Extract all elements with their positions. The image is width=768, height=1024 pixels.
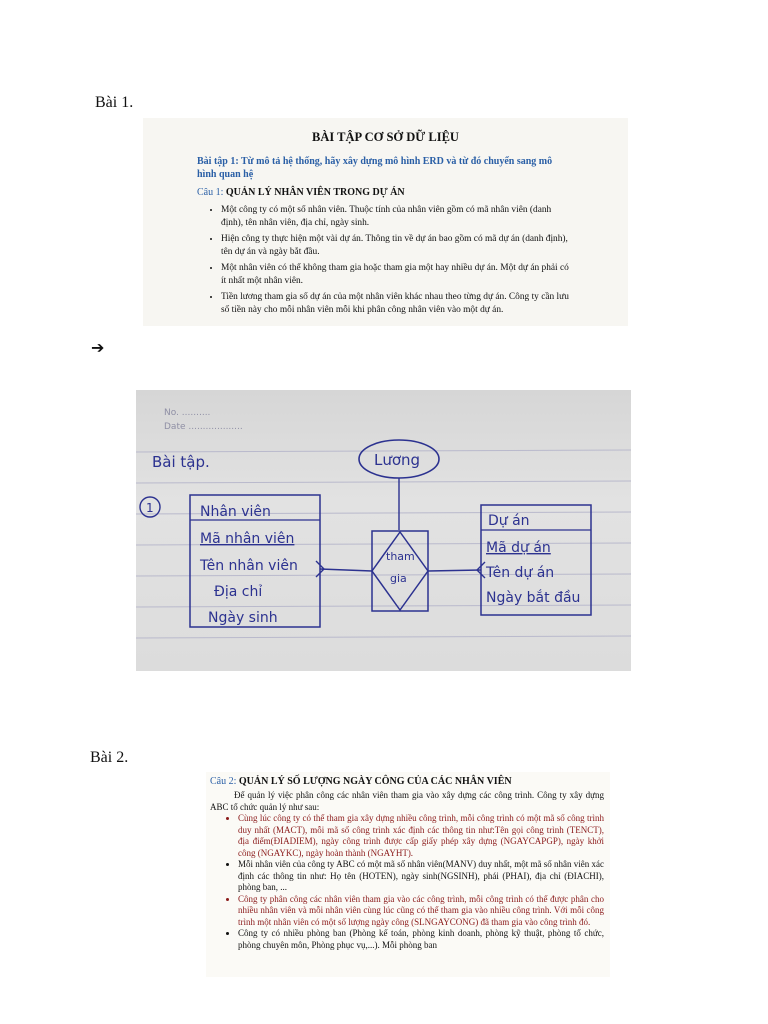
attr-ngay-sinh: Ngày sinh: [208, 610, 278, 626]
list-item: • Mỗi nhân viên của công ty ABC có một mã số nhân viên(MANV) duy nhất, một mã số nhân viên xác định các thông tin như: Họ tên (HOTEN), ngày sinh(NGSINH), phái (PHAI), địa chỉ (ĐIACHI), phòng ban, ...: [238, 859, 604, 894]
bai-2-heading: Bài 2.: [90, 749, 129, 766]
scan2-intro: Để quản lý việc phân công các nhân viên tham gia vào xây dựng các công trình. Công ty xây dựng ABC tổ chức quản lý như sau:: [210, 790, 604, 812]
notebook-no-label: No. ..........: [164, 408, 211, 418]
attr-ten-nhan-vien: Tên nhân viên: [200, 558, 298, 574]
scan1-exercise: Bài tập 1: Từ mô tả hệ thống, hãy xây dựng mô hình ERD và từ đó chuyển sang mô hình quan hệ: [197, 156, 553, 180]
list-item: • Công ty có nhiều phòng ban (Phòng kế toán, phòng kinh doanh, phòng kỹ thuật, phòng tổ chức, phòng chuyên môn, Phòng phục vụ,...). Mỗi phòng ban: [238, 928, 604, 951]
list-item: • Công ty phân công các nhân viên tham gia vào các công trình, mỗi công trình có thể được phân cho nhiều nhân viên và mỗi nhân viên cùng lúc cũng có thể tham gia vào nhiều công trình. Với mỗi công trình một nhân viên có một số lượng ngày công (SLNGAYCONG) đã tham gia vào công trình đó.: [238, 894, 604, 929]
scan1-question-title: QUẢN LÝ NHÂN VIÊN TRONG DỰ ÁN: [225, 187, 405, 198]
notebook-date-label: Date ...................: [164, 422, 243, 432]
right-arrow-icon: ➔: [91, 338, 105, 357]
scan2-question-label: Câu 2:: [210, 776, 237, 787]
list-item: • Một nhân viên có thể không tham gia hoặc tham gia một hay nhiều dự án. Một dự án phải có ít nhất một nhân viên.: [221, 262, 571, 287]
scan1-question: [197, 187, 614, 198]
relationship-box: [372, 531, 428, 611]
attr-ngay-bat-dau: Ngày bắt đầu: [486, 590, 581, 606]
attr-ma-nhan-vien: Mã nhân viên: [200, 531, 295, 547]
handwritten-erd-photo: [136, 390, 631, 671]
relationship-tham: tham: [386, 550, 415, 563]
list-item: • Hiện công ty thực hiện một vài dự án. Thông tin về dự án bao gồm có mã dự án (danh định), tên dự án và ngày bắt đầu.: [221, 233, 571, 258]
relationship-gia: gia: [390, 572, 407, 585]
scanned-exercise-2: [206, 772, 610, 977]
bai-1-heading: Bài 1.: [95, 94, 134, 111]
scan1-bullet-list: [197, 204, 614, 316]
list-item: • Cùng lúc công ty có thể tham gia xây dựng nhiều công trình, mỗi công trình có một mã số công trình duy nhất (MACT), mỗi mã số công trình xác định các thông tin như:Tên gọi công trình (TENCT), địa điểm(ĐIADIEM), ngày công trình được cấp giấy phép xây dựng (NGAYCAPGP), ngày khởi công (NGAYKC), ngày hoàn thành (NGAYHT).: [238, 813, 604, 859]
handwritten-title: Bài tập.: [152, 453, 210, 471]
scan2-question-title: QUẢN LÝ SỐ LƯỢNG NGÀY CÔNG CỦA CÁC NHÂN VIÊN: [238, 776, 512, 787]
attr-ten-du-an: Tên dự án: [486, 565, 555, 581]
scan1-title: BÀI TẬP CƠ SỞ DỮ LIỆU: [312, 130, 459, 144]
scan1-question-label: Câu 1:: [197, 187, 224, 198]
entity-name-du-an: Dự án: [488, 513, 530, 529]
list-item: • Tiền lương tham gia số dự án của một nhân viên khác nhau theo từng dự án. Công ty cần lưu số tiền này cho mỗi nhân viên mỗi khi phân công nhân viên vào một dự án.: [221, 291, 571, 316]
scan2-question: [210, 776, 604, 787]
circled-number: 1: [146, 501, 154, 515]
scanned-exercise-1: [143, 118, 628, 326]
scan2-bullet-list: [210, 813, 604, 951]
entity-name-nhan-vien: Nhân viên: [200, 504, 271, 520]
attr-ma-du-an: Mã dự án: [486, 540, 551, 556]
list-item: • Một công ty có một số nhân viên. Thuộc tính của nhân viên gồm có mã nhân viên (danh định), tên nhân viên, địa chỉ, ngày sinh.: [221, 204, 571, 229]
attribute-luong-text: Lương: [374, 451, 421, 469]
attr-dia-chi: Địa chỉ: [214, 584, 263, 600]
